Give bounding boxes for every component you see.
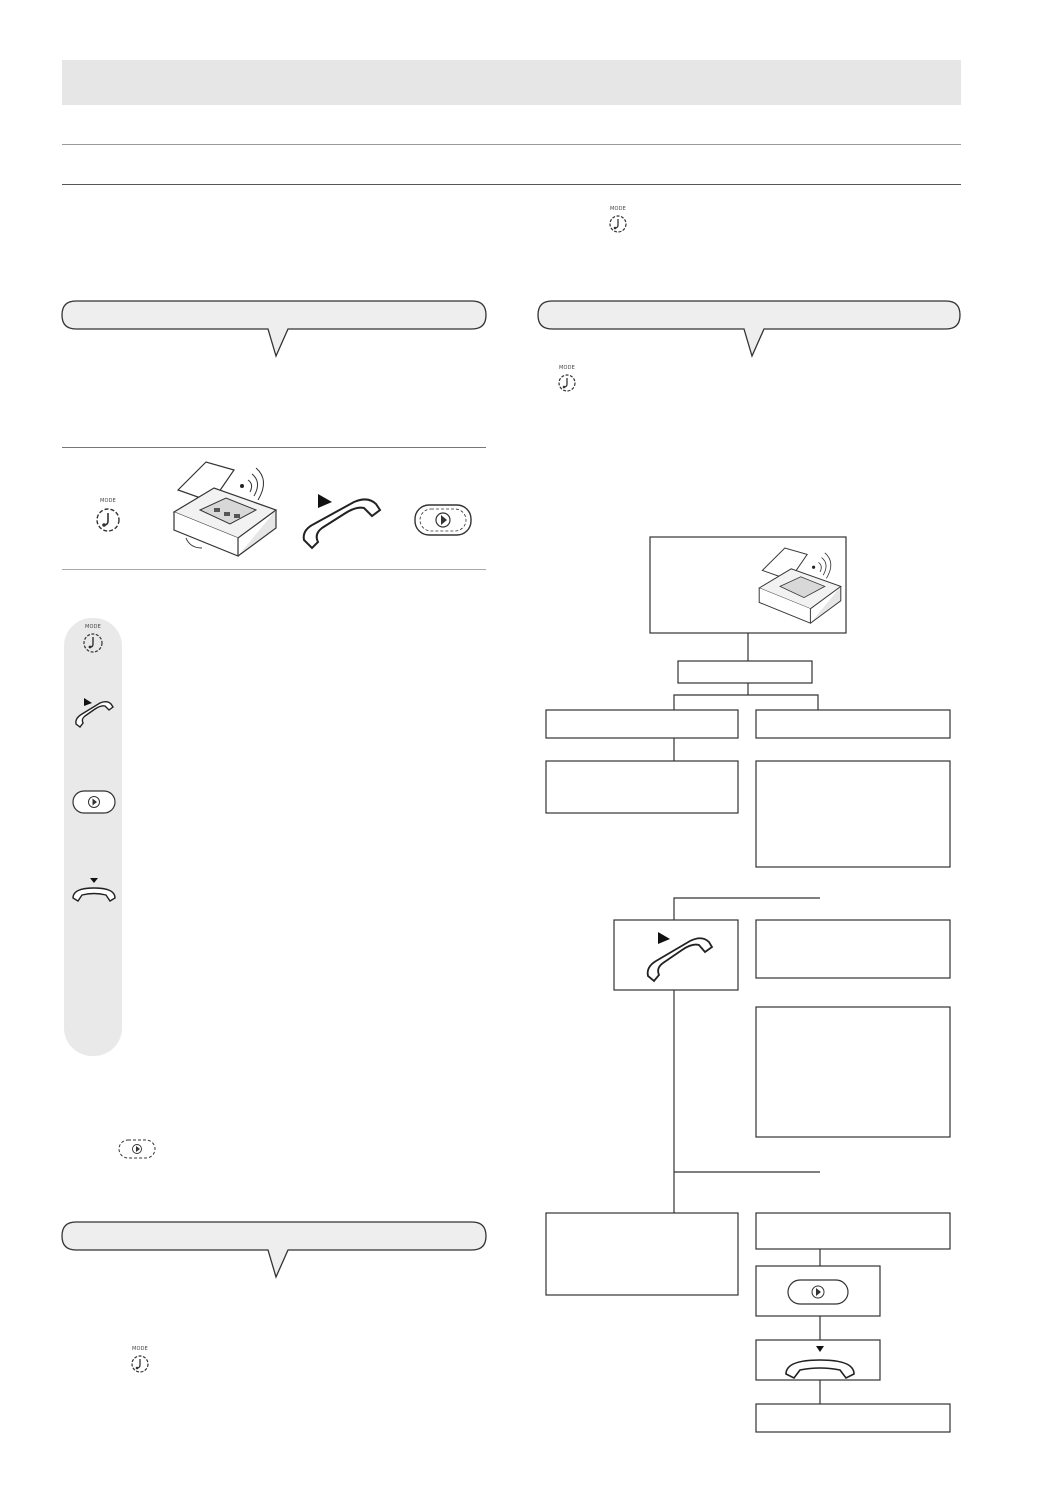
illustration-strip-top	[62, 447, 486, 448]
stop-key-icon	[116, 1136, 158, 1162]
flow-box-handset-note	[756, 920, 950, 978]
mode-key-label: MODE	[558, 365, 576, 371]
intro-mode-key	[605, 206, 631, 234]
mode-key-label: MODE	[99, 498, 117, 504]
handset-lift-icon	[298, 490, 384, 552]
handset-lift-icon	[72, 696, 114, 730]
flow-box-ring	[678, 661, 812, 683]
mode-key-label: MODE	[84, 624, 102, 630]
header-band	[62, 60, 961, 105]
callout-heading-3	[60, 1219, 490, 1281]
fax-machine-icon	[759, 548, 841, 623]
steps-sidebar	[64, 618, 122, 1056]
handset-hangup-icon	[70, 876, 118, 904]
mode-key-icon	[605, 212, 631, 234]
fax-machine-icon	[160, 452, 290, 564]
header-divider	[62, 144, 961, 145]
flow-box-branch-right	[756, 710, 950, 738]
mode-key-label: MODE	[609, 206, 627, 212]
mode-key-icon	[554, 371, 580, 393]
right-mode-key	[554, 365, 580, 393]
call-flowchart	[540, 530, 960, 1440]
start-key-icon	[70, 788, 118, 816]
bottom-mode-key	[127, 1346, 153, 1374]
flow-box-press-start	[756, 1213, 950, 1249]
step-mode-key	[78, 624, 108, 654]
flow-box-end	[756, 1404, 950, 1432]
callout-heading-1	[60, 298, 490, 360]
start-key-icon	[788, 1280, 848, 1304]
mode-key-icon	[88, 504, 128, 534]
flow-box-branch-left	[546, 710, 738, 738]
strip-mode-key	[88, 498, 128, 534]
mode-key-label: MODE	[131, 1346, 149, 1352]
flow-box-right-result	[756, 761, 950, 867]
flow-box-left-final	[546, 1213, 738, 1295]
mode-key-icon	[127, 1352, 153, 1374]
section-divider	[62, 184, 961, 185]
callout-heading-2	[536, 298, 964, 360]
flow-box-conversation	[756, 1007, 950, 1137]
handset-lift-icon	[648, 932, 712, 981]
mode-key-icon	[78, 630, 108, 654]
handset-hangup-icon	[786, 1346, 854, 1378]
illustration-strip-bottom	[62, 569, 486, 570]
flow-box-left-result	[546, 761, 738, 813]
start-key-icon	[412, 502, 474, 538]
